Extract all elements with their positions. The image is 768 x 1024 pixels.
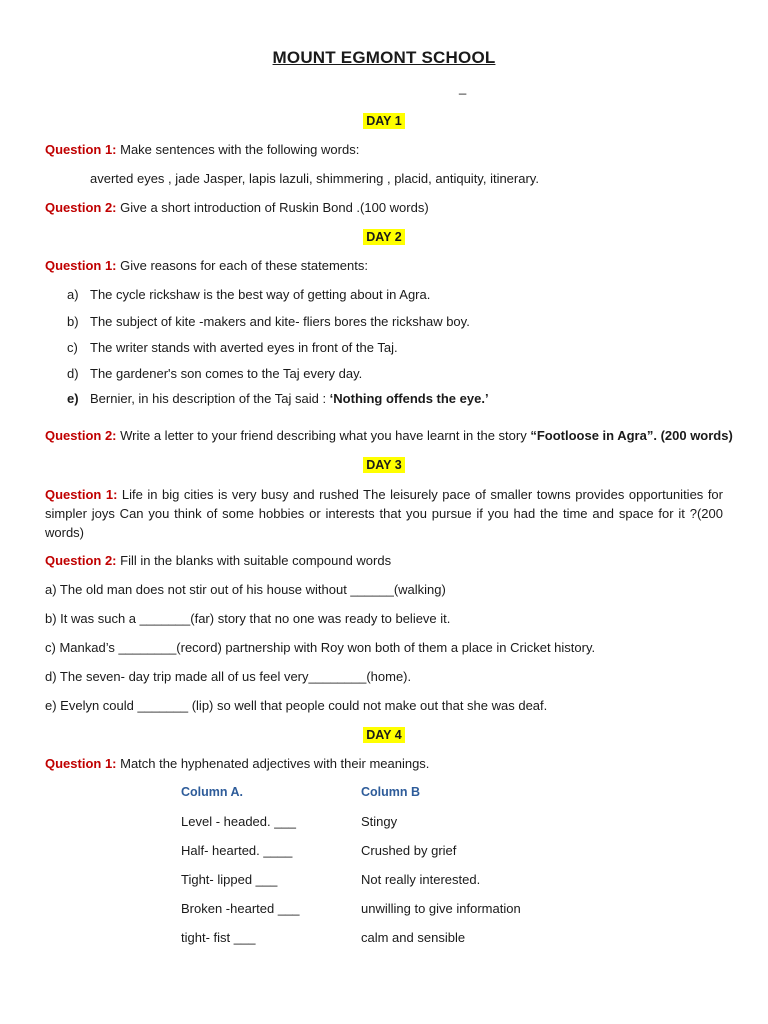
question-text: Fill in the blanks with suitable compound words — [116, 553, 392, 568]
list-text-bold: ‘Nothing offends the eye.’ — [329, 391, 489, 406]
list-item — [67, 314, 470, 329]
question-label: Question 2: — [45, 428, 117, 443]
day4-question1 — [45, 756, 429, 771]
blank-item: e) Evelyn could _______ (lip) so well that people could not make out that she was deaf. — [45, 698, 548, 713]
question-text-bold: “Footloose in Agra”. (200 words) — [530, 428, 733, 443]
question-text: Make sentences with the following words: — [116, 142, 360, 157]
question-label: Question 1: — [45, 258, 117, 273]
column-a-cell: Broken -hearted ___ — [181, 901, 300, 916]
column-b-cell: calm and sensible — [361, 930, 466, 945]
day3-label: DAY 3 — [363, 457, 404, 473]
question-label: Question 2: — [45, 553, 117, 568]
column-a-header: Column A. — [181, 785, 244, 799]
column-b-header: Column B — [361, 785, 421, 799]
list-text: The writer stands with averted eyes in front of the Taj. — [90, 340, 398, 355]
list-item — [67, 340, 398, 355]
title-dash: _ — [459, 80, 467, 95]
day3-heading — [0, 457, 768, 472]
question-text: Life in big cities is very busy and rushed The leisurely pace of smaller towns provides opportunities for simpler joys Can you think of some hobbies or interests that you pursue if you had the time and space for it ?(200 words) — [45, 487, 723, 540]
list-marker: a) — [67, 287, 79, 302]
day1-word-list: averted eyes , jade Jasper, lapis lazuli, shimmering , placid, antiquity, itinerary. — [90, 171, 539, 186]
column-a-cell: Tight- lipped ___ — [181, 872, 278, 887]
school-title: MOUNT EGMONT SCHOOL — [272, 48, 496, 67]
day1-label: DAY 1 — [363, 113, 404, 129]
question-label: Question 2: — [45, 200, 117, 215]
day1-heading — [0, 113, 768, 128]
list-text: Bernier, in his description of the Taj said : — [90, 391, 330, 406]
list-marker: d) — [67, 366, 79, 381]
day2-question2 — [45, 428, 733, 443]
list-item — [67, 287, 430, 302]
day4-label: DAY 4 — [363, 727, 404, 743]
day4-heading — [0, 727, 768, 742]
column-a-cell: tight- fist ___ — [181, 930, 256, 945]
column-b-cell: unwilling to give information — [361, 901, 521, 916]
day1-question1 — [45, 142, 359, 157]
question-label: Question 1: — [45, 487, 118, 502]
question-label: Question 1: — [45, 756, 117, 771]
blank-item: b) It was such a _______(far) story that no one was ready to believe it. — [45, 611, 451, 626]
blank-item: d) The seven- day trip made all of us feel very________(home). — [45, 669, 412, 684]
blank-item: c) Mankad’s ________(record) partnership with Roy won both of them a place in Cricket history. — [45, 640, 596, 655]
blank-item: a) The old man does not stir out of his house without ______(walking) — [45, 582, 446, 597]
list-item — [67, 366, 362, 381]
day2-label: DAY 2 — [363, 229, 404, 245]
list-text: The subject of kite -makers and kite- fliers bores the rickshaw boy. — [90, 314, 470, 329]
list-marker: b) — [67, 314, 79, 329]
day2-question1 — [45, 258, 368, 273]
list-text: The cycle rickshaw is the best way of getting about in Agra. — [90, 287, 431, 302]
day3-question1 — [45, 485, 723, 542]
question-text: Give reasons for each of these statements: — [116, 258, 368, 273]
column-b-cell: Crushed by grief — [361, 843, 457, 858]
column-b-cell: Not really interested. — [361, 872, 481, 887]
day1-question2 — [45, 200, 429, 215]
question-text: Match the hyphenated adjectives with their meanings. — [116, 756, 430, 771]
column-b-cell: Stingy — [361, 814, 398, 829]
day2-heading — [0, 229, 768, 244]
list-item — [67, 391, 489, 406]
column-a-cell: Level - headed. ___ — [181, 814, 296, 829]
list-marker: c) — [67, 340, 78, 355]
column-a-cell: Half- hearted. ____ — [181, 843, 293, 858]
list-marker: e) — [67, 391, 79, 406]
question-label: Question 1: — [45, 142, 117, 157]
question-text: Write a letter to your friend describing what you have learnt in the story — [116, 428, 531, 443]
list-text: The gardener's son comes to the Taj every day. — [90, 366, 363, 381]
day3-question2 — [45, 553, 391, 568]
question-text: Give a short introduction of Ruskin Bond .(100 words) — [116, 200, 429, 215]
